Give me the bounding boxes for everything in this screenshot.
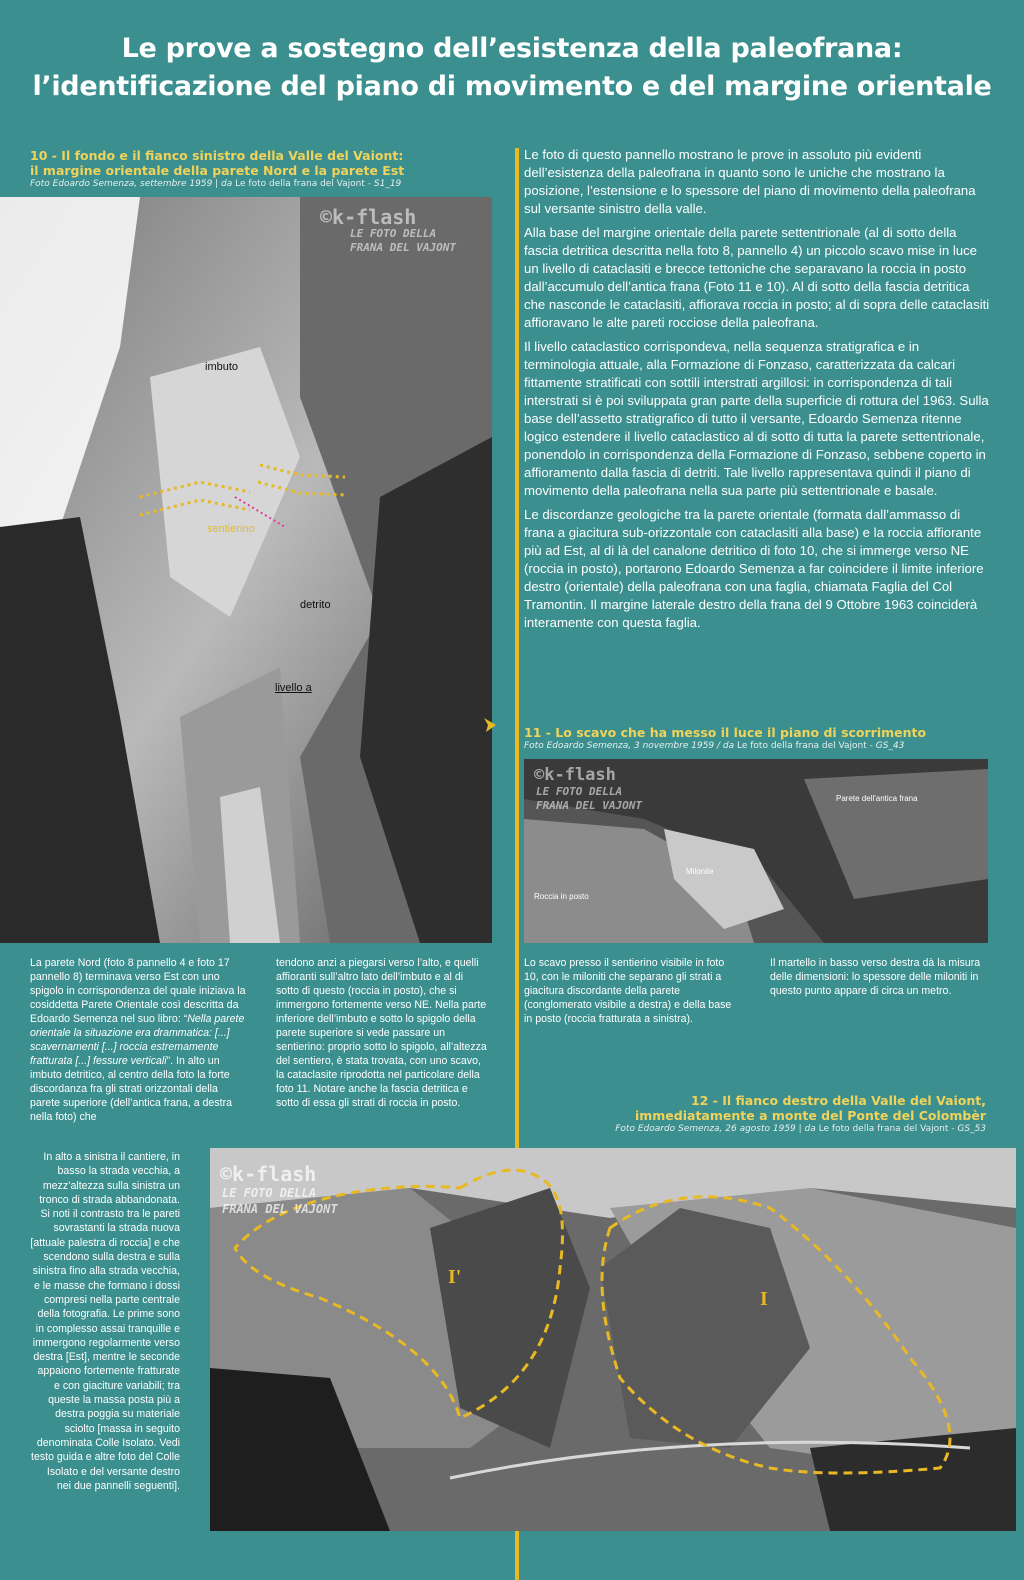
photo10-caption xyxy=(30,148,500,190)
label-livello: livello a xyxy=(275,682,312,694)
photo12-caption xyxy=(520,1093,986,1135)
photo12-watermark: ©k-flash xyxy=(220,1162,317,1186)
photo10-caption-line2: il margine orientale della parete Nord e la parete Est xyxy=(30,163,405,178)
photo12-watermark-line2: LE FOTO DELLA xyxy=(222,1186,316,1200)
label-roccia: Roccia in posto xyxy=(534,892,589,901)
mark-i-prime: I' xyxy=(448,1266,462,1288)
photo10-source: Foto Edoardo Semenza, settembre 1959 | da Le foto della frana del Vajont - S1_19 xyxy=(30,179,402,189)
label-detrito: detrito xyxy=(300,599,331,611)
photo12-watermark-line3: FRANA DEL VAJONT xyxy=(222,1202,338,1216)
title-line-1: Le prove a sostegno dell’esistenza della paleofrana: xyxy=(121,33,903,64)
photo10-image xyxy=(0,197,492,943)
label-milonite: Milonite xyxy=(686,867,714,876)
main-paragraph-3: Il livello cataclastico corrispondeva, nella sequenza stratigrafica e in terminologia attuale, alla Formazione di Fonzaso, caratterizzata da calcari fittamente stratificati con sottili interstrati argillosi: in corrispondenza di tali interstrati si è poi sviluppata gran parte della superficie di rottura del 1963. Sulla base dell’assetto stratigrafico di tutto il versante, Edoardo Semenza ritenne logico estendere il livello cataclastico al di sotto di tutta la parete settentrionale, ponendolo in corrispondenza della Formazione di Fonzaso, sebbene coperto in affioramento dalla fascia di detriti. Tale livello rappresentava quindi il piano di movimento della paleofrana nella sua parte più settentrionale e basale. xyxy=(524,339,989,498)
photo12-caption-line1: 12 - Il fianco destro della Valle del Vaiont, xyxy=(690,1093,986,1108)
photo10-watermark-line3: FRANA DEL VAJONT xyxy=(350,241,456,254)
arrow-icon xyxy=(482,716,500,734)
photo12-image xyxy=(210,1148,1016,1531)
main-paragraph-1: Le foto di questo pannello mostrano le prove in assoluto più evidenti dell’esistenza della paleofrana in quanto sono le uniche che mostrano la posizione, l’estensione e lo spessore del piano di movimento della paleofrana sul versante sinistro della valle. xyxy=(524,147,976,216)
photo11-text-col1: Lo scavo presso il sentierino visibile in foto 10, con le miloniti che separano gli strati a giacitura discordante della parete (conglomerato visibile a destra) e della base in posto (roccia fratturata a sinistra). xyxy=(524,957,732,1025)
photo10-text-col2: tendono anzi a piegarsi verso l’alto, e quelli affioranti sull’altro lato dell’imbuto e al di sotto di questo (roccia in posto), che si immergono fortemente verso NE. Nella parte inferiore dell’imbuto e sotto lo spigolo della parete superiore si vede passare un sentierino: proprio sotto lo spigolo, all’altezza del sentiero, è stata trovata, con uno scavo, la cataclasite riprodotta nel particolare della foto 11. Notare anche la fascia detritica e sotto di essa gli strati di roccia in posto. xyxy=(276,957,487,1109)
main-paragraph-4: Le discordanze geologiche tra la parete orientale (formata dall’ammasso di frana a giacitura sub-orizzontale con cataclasiti alla base) e la roccia affiorante più ad Est, al di là del canalone detritico di foto 10, che si immerge verso NE (roccia in posto), portarono Edoardo Semenza a far coincidere il limite inferiore destro (orientale) della paleofrana con una faglia, chiamata Faglia del Col Tramontin. Il margine laterale destro della frana del 9 Ottobre 1963 coinciderà interamente con questa faglia. xyxy=(524,507,984,630)
main-text xyxy=(524,146,990,638)
photo10-text-col1: La parete Nord (foto 8 pannello 4 e foto 17 pannello 8) terminava verso Est con uno spigolo in corrispondenza del quale iniziava la cosiddetta Parete Orientale così descritta da Edoardo Semenza nel suo libro: “Nella parete orientale la situazione era drammatica: [...] scavernamenti [...] roccia estremamente fratturata [...] fessure verticali”. In alto un imbuto detritico, al centro della foto la forte discordanza fra gli strati orizzontali della parete superiore (dell’antica frana, a destra nella foto) che xyxy=(30,957,246,1123)
photo12-side-text: In alto a sinistra il cantiere, in basso la strada vecchia, a mezz’altezza sulla sinistra un tronco di strada abbandonata. Si noti il contrasto tra le pareti sovrastanti la strada nuova [attuale palestra di roccia] e che scendono sulla destra e sulla sinistra fino alla strada vecchia, e le masse che formano i dossi compresi nella parte centrale della fotografia. Le prime sono in complesso assai tranquille e immergono regolarmente verso destra [Est], mentre le seconde appaiono fortemente fratturate e con giaciture variabili; tra queste la massa posta più a destra poggia su materiale sciolto [massa in seguito denominata Colle Isolato. Vedi testo guida e altre foto del Colle Isolato e del versante destro nei due pannelli seguenti]. xyxy=(30,1151,180,1492)
label-sentierino: sentierino xyxy=(207,523,255,535)
photo11-watermark: ©k-flash xyxy=(534,765,616,785)
label-imbuto: imbuto xyxy=(205,361,239,373)
photo11-watermark-line3: FRANA DEL VAJONT xyxy=(536,799,642,812)
title-line-2: l’identificazione del piano di movimento e del margine orientale xyxy=(32,71,992,102)
photo11-text-col2: Il martello in basso verso destra dà la misura delle dimensioni: lo spessore delle miloniti in questo punto appare di circa un metro. xyxy=(770,957,981,997)
photo11-image xyxy=(524,759,988,943)
mark-i: I xyxy=(760,1288,768,1310)
photo11-caption xyxy=(524,725,994,752)
photo12-caption-line2: immediatamente a monte del Ponte del Colombèr xyxy=(634,1108,986,1123)
photo11-caption-title: 11 - Lo scavo che ha messo il luce il piano di scorrimento xyxy=(524,725,927,740)
photo11-watermark-line2: LE FOTO DELLA xyxy=(536,785,623,798)
main-paragraph-2: Alla base del margine orientale della parete settentrionale (al di sotto della fascia detritica descritta nella foto 8, pannello 4) un piccolo scavo mise in luce un livello di cataclasiti e brecce tettoniche che separavano la roccia in posto dall’accumulo dell’antica frana (Foto 11 e 10). Al di sotto della fascia detritica che nasconde le cataclasiti, affiorava roccia in posto; al di sopra delle cataclasiti affioravano le alte pareti rocciose della paleofrana. xyxy=(524,225,990,330)
photo10-watermark: ©k-flash xyxy=(320,205,417,229)
photo10-caption-line1: 10 - Il fondo e il fianco sinistro della Valle del Vaiont: xyxy=(30,148,404,163)
photo11-source: Foto Edoardo Semenza, 3 novembre 1959 / da Le foto della frana del Vajont - GS_43 xyxy=(524,741,905,751)
photo10-drawing xyxy=(0,197,492,943)
photo10-watermark-line2: LE FOTO DELLA xyxy=(350,227,437,240)
label-parete: Parete dell'antica frana xyxy=(836,794,918,803)
panel-title xyxy=(0,30,1024,106)
photo12-source: Foto Edoardo Semenza, 26 agosto 1959 | da Le foto della frana del Vajont - GS_53 xyxy=(615,1124,986,1134)
